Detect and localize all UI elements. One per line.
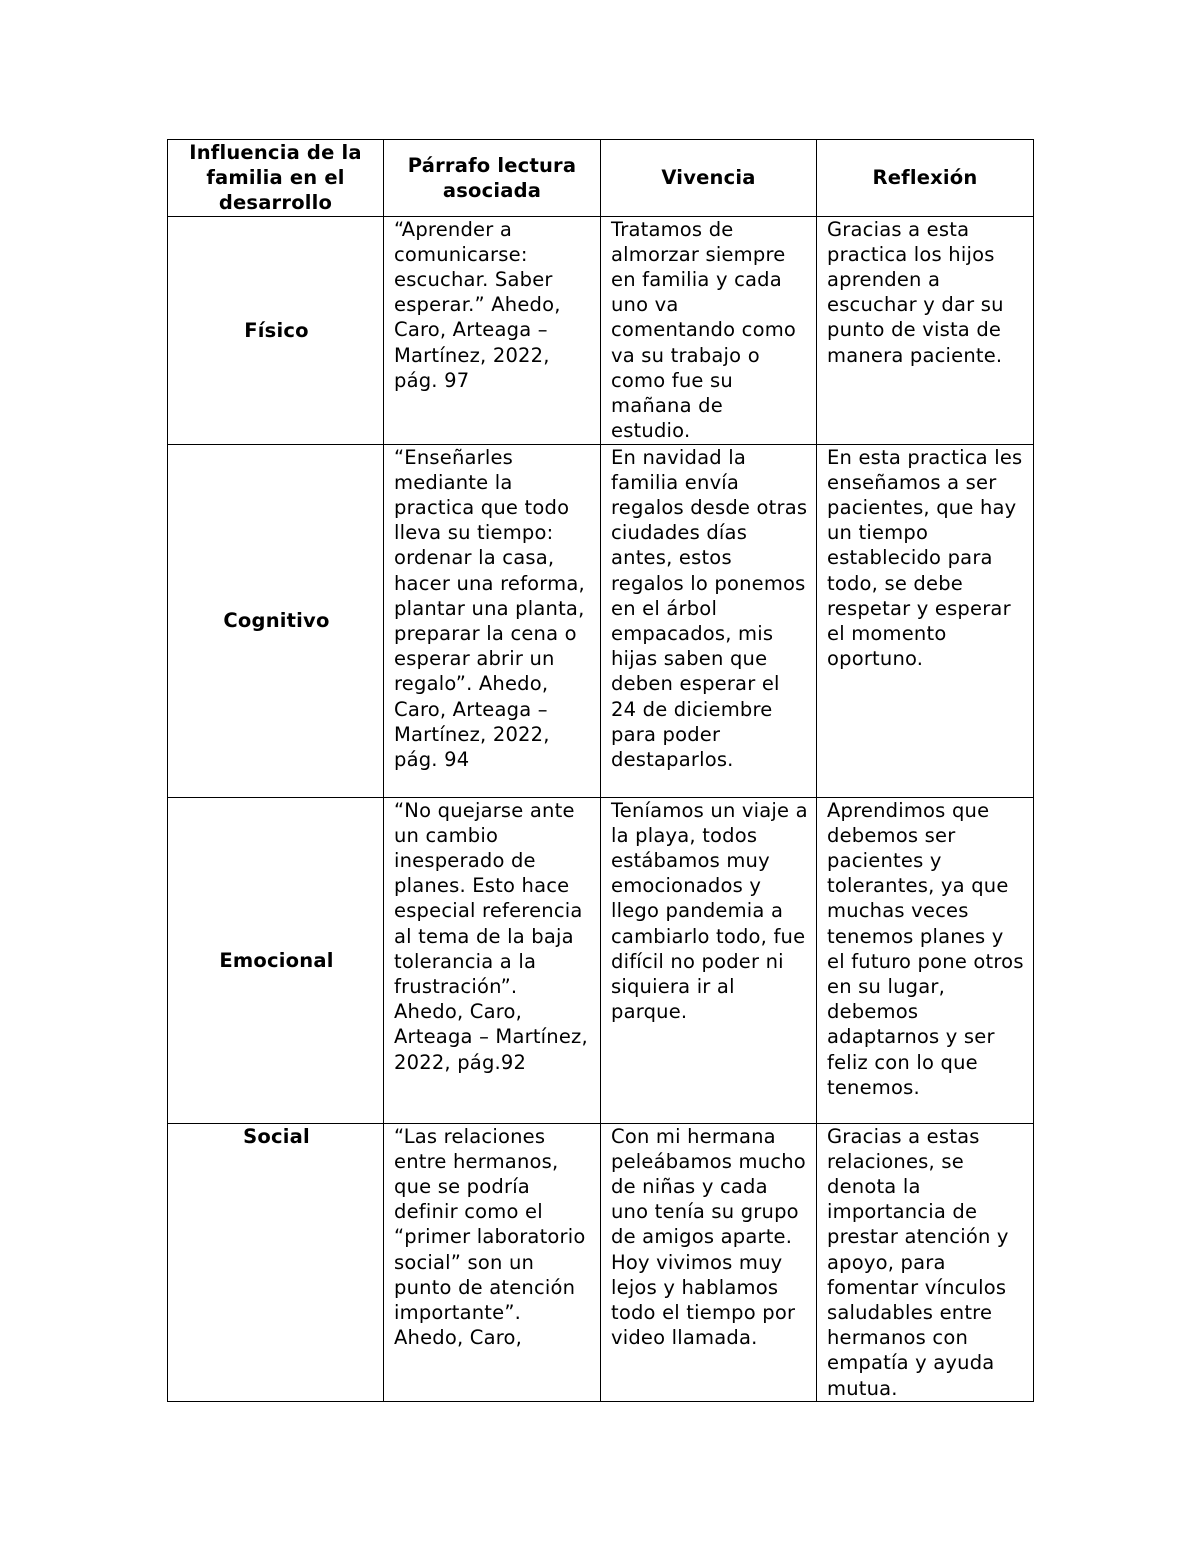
table-row xyxy=(168,1123,1034,1401)
header-reflection: Reflexión xyxy=(817,140,1034,217)
experience-cell: Tratamos de almorzar siempre en familia y cada uno va comentando como va su trabajo o como fue su mañana de estudio. xyxy=(601,216,817,444)
paragraph-cell: “Aprender a comunicarse: escuchar. Saber esperar.” Ahedo, Caro, Arteaga – Martínez, 2022, pág. 97 xyxy=(384,216,601,444)
table-row xyxy=(168,216,1034,444)
table-row xyxy=(168,797,1034,1123)
family-influence-table xyxy=(167,139,1034,1402)
row-label-social: Social xyxy=(168,1123,384,1401)
header-paragraph: Párrafo lectura asociada xyxy=(384,140,601,217)
header-influence: Influencia de la familia en el desarrollo xyxy=(168,140,384,217)
reflection-cell: Aprendimos que debemos ser pacientes y tolerantes, ya que muchas veces tenemos planes y el futuro pone otros en su lugar, debemos adaptarnos y ser feliz con lo que tenemos. xyxy=(817,797,1034,1123)
table-header-row xyxy=(168,140,1034,217)
paragraph-cell: “No quejarse ante un cambio inesperado de planes. Esto hace especial referencia al tema de la baja tolerancia a la frustración”. Ahedo, Caro, Arteaga – Martínez, 2022, pág.92 xyxy=(384,797,601,1123)
experience-cell: En navidad la familia envía regalos desde otras ciudades días antes, estos regalos lo ponemos en el árbol empacados, mis hijas saben que deben esperar el 24 de diciembre para poder destaparlos. xyxy=(601,444,817,797)
row-label-fisico: Físico xyxy=(168,216,384,444)
row-label-emocional: Emocional xyxy=(168,797,384,1123)
paragraph-cell: “Enseñarles mediante la practica que todo lleva su tiempo: ordenar la casa, hacer una reforma, plantar una planta, preparar la cena o esperar abrir un regalo”. Ahedo, Caro, Arteaga – Martínez, 2022, pág. 94 xyxy=(384,444,601,797)
experience-cell: Con mi hermana peleábamos mucho de niñas y cada uno tenía su grupo de amigos aparte. Hoy vivimos muy lejos y hablamos todo el tiempo por video llamada. xyxy=(601,1123,817,1401)
reflection-cell: Gracias a estas relaciones, se denota la importancia de prestar atención y apoyo, para fomentar vínculos saludables entre hermanos con empatía y ayuda mutua. xyxy=(817,1123,1034,1401)
table-row xyxy=(168,444,1034,797)
reflection-cell: Gracias a esta practica los hijos aprenden a escuchar y dar su punto de vista de manera paciente. xyxy=(817,216,1034,444)
experience-cell: Teníamos un viaje a la playa, todos estábamos muy emocionados y llego pandemia a cambiarlo todo, fue difícil no poder ni siquiera ir al parque. xyxy=(601,797,817,1123)
header-experience: Vivencia xyxy=(601,140,817,217)
row-label-cognitivo: Cognitivo xyxy=(168,444,384,797)
reflection-cell: En esta practica les enseñamos a ser pacientes, que hay un tiempo establecido para todo, se debe respetar y esperar el momento oportuno. xyxy=(817,444,1034,797)
paragraph-cell: “Las relaciones entre hermanos, que se podría definir como el “primer laboratorio social” son un punto de atención importante”. Ahedo, Caro, xyxy=(384,1123,601,1401)
